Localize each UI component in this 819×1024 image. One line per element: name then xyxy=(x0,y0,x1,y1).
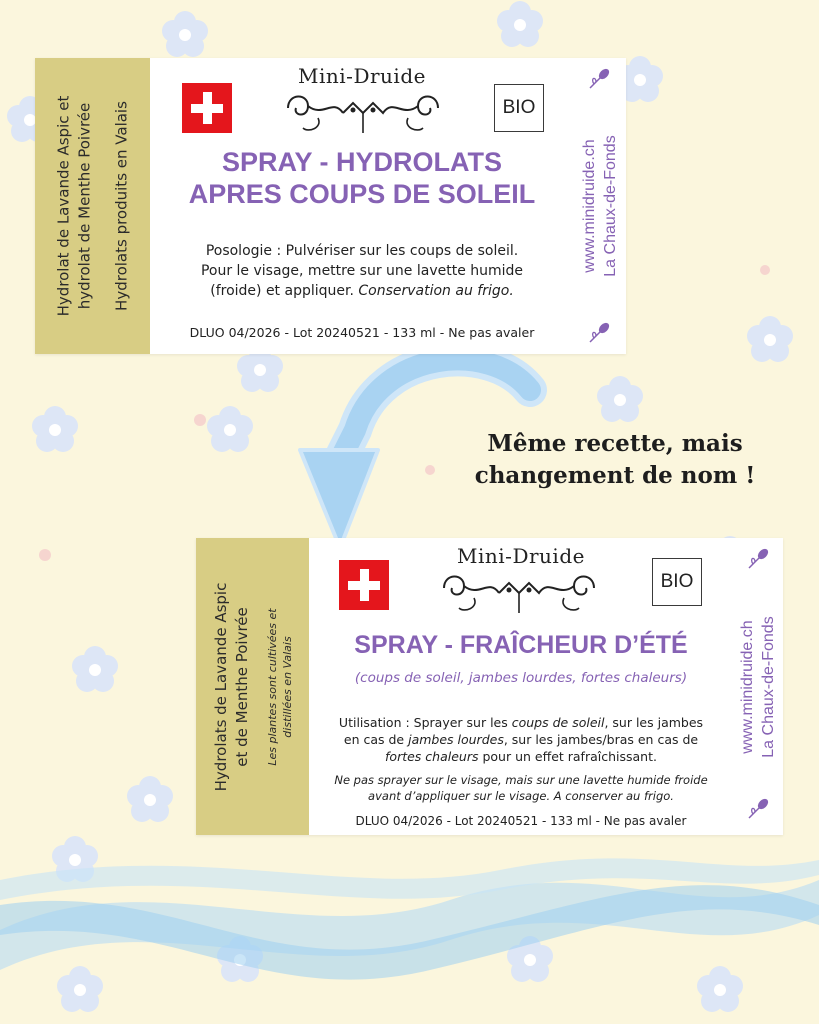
usage-text-7: fortes chaleurs xyxy=(385,749,479,764)
new-label-subtitle: (coups de soleil, jambes lourdes, fortes chaleurs) xyxy=(354,670,688,686)
lavender-sprig-icon xyxy=(586,320,612,346)
new-label-usage xyxy=(309,714,733,765)
old-label-contact xyxy=(579,86,621,326)
usage-text-3: , sur les jambes xyxy=(604,715,704,730)
old-label-posology-line2: Pour le visage, mettre sur une lavette humide xyxy=(200,263,524,279)
new-label-side-note2: distillées en Valais xyxy=(280,635,294,738)
new-label-ingredients xyxy=(211,542,295,832)
old-label-brand: Mini-Druide xyxy=(298,64,426,88)
old-label-side-line3: Hydrolats produits en Valais xyxy=(112,101,130,311)
new-label-side-line2: et de Menthe Poivrée xyxy=(232,606,251,767)
new-label-city: La Chaux-de-Fonds xyxy=(760,615,777,758)
old-label-main xyxy=(150,58,574,354)
usage-text-8: pour un effet rafraîchissant. xyxy=(478,749,657,764)
old-label-title-line1: SPRAY - HYDROLATS xyxy=(221,147,503,177)
old-label-posology-line1: Posologie : Pulvériser sur les coups de soleil. xyxy=(205,243,519,259)
new-label-brand: Mini-Druide xyxy=(457,544,585,568)
new-label-usage-line2 xyxy=(309,731,733,748)
old-label-ingredients xyxy=(53,61,132,351)
lavender-sprig-icon xyxy=(745,796,771,822)
new-label-note-line2: avant d’appliquer sur le visage. A conserver au frigo. xyxy=(368,789,674,803)
callout-line2: changement de nom ! xyxy=(474,462,756,490)
old-product-label xyxy=(35,58,626,354)
new-product-label xyxy=(196,538,783,835)
old-label-posology-line3a: (froide) et appliquer. xyxy=(210,283,359,299)
new-label-usage-line3 xyxy=(309,748,733,765)
usage-text-1: Utilisation : Sprayer sur les xyxy=(338,715,512,730)
old-label-posology-line3b: Conservation au frigo. xyxy=(358,283,514,299)
new-label-side-panel xyxy=(196,538,309,835)
new-label-contact xyxy=(737,567,779,807)
old-label-side-panel xyxy=(35,58,150,354)
old-label-side-line2: hydrolat de Menthe Poivrée xyxy=(75,102,93,310)
new-label-title: SPRAY - FRAÎCHEUR D’ÉTÉ xyxy=(354,631,688,659)
usage-text-4: en cas de xyxy=(343,732,409,747)
usage-text-5: jambes lourdes xyxy=(408,732,504,747)
ornament-icon xyxy=(278,88,448,138)
old-label-right-strip xyxy=(574,58,626,354)
new-label-usage-line1 xyxy=(309,714,733,731)
bio-badge: BIO xyxy=(652,558,702,606)
usage-text-6: , sur les jambes/bras en cas de xyxy=(503,732,699,747)
swiss-flag-icon xyxy=(182,83,232,133)
ornament-icon xyxy=(434,568,604,618)
website-link[interactable]: www.minidruide.ch xyxy=(739,619,756,754)
usage-text-2: coups de soleil xyxy=(511,715,605,730)
new-label-note xyxy=(309,772,733,804)
old-label-city: La Chaux-de-Fonds xyxy=(602,135,619,277)
new-label-right-strip xyxy=(733,538,783,835)
website-link[interactable]: www.minidruide.ch xyxy=(581,139,598,273)
change-callout xyxy=(430,428,800,492)
new-label-note-line1: Ne pas sprayer sur le visage, mais sur une lavette humide froide xyxy=(334,773,708,787)
old-label-posology xyxy=(150,241,574,301)
new-label-side-line1: Hydrolats de Lavande Aspic xyxy=(211,582,230,791)
callout-line1: Même recette, mais xyxy=(487,430,743,457)
old-label-posology-line3 xyxy=(150,281,574,301)
old-label-footer: DLUO 04/2026 - Lot 20240521 - 133 ml - Ne pas avaler xyxy=(189,325,535,340)
bio-badge: BIO xyxy=(494,84,544,132)
old-label-title-line2: APRES COUPS DE SOLEIL xyxy=(188,179,536,209)
new-label-main xyxy=(309,538,733,835)
new-label-side-note1: Les plantes sont cultivées et xyxy=(265,607,279,766)
old-label-side-line1: Hydrolat de Lavande Aspic et xyxy=(54,95,72,317)
new-label-footer: DLUO 04/2026 - Lot 20240521 - 133 ml - Ne pas avaler xyxy=(355,814,687,828)
old-label-title xyxy=(150,146,574,210)
